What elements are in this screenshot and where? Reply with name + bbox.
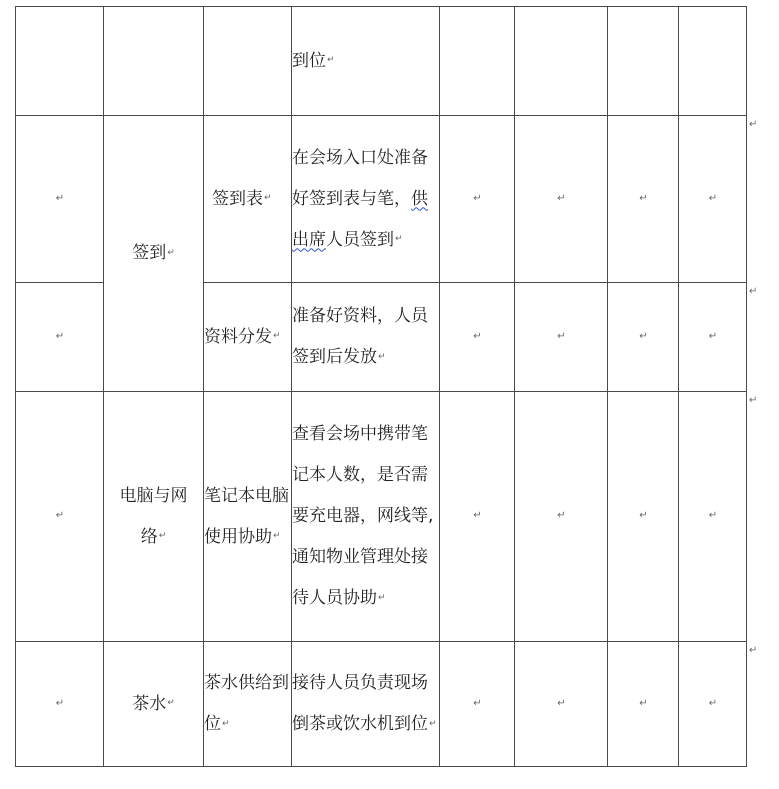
row-end-mark: ↵	[749, 119, 758, 130]
item-cell	[204, 642, 292, 767]
cell	[679, 642, 747, 767]
item-label: 签到表	[212, 188, 263, 209]
cell	[608, 283, 679, 392]
paragraph-mark: ↵	[557, 697, 566, 709]
cell	[608, 7, 679, 116]
cell	[608, 642, 679, 767]
table-row	[16, 116, 747, 283]
paragraph-mark: ↵	[264, 193, 272, 203]
paragraph-mark: ↵	[473, 697, 482, 709]
cell	[16, 283, 104, 392]
description-text: 准备好资料，人员签到后发放	[292, 306, 428, 367]
paragraph-mark: ↵	[557, 330, 566, 342]
paragraph-mark: ↵	[167, 698, 175, 708]
paragraph-mark: ↵	[708, 330, 718, 342]
paragraph-mark: ↵	[639, 697, 648, 709]
paragraph-mark: ↵	[378, 592, 386, 603]
paragraph-mark: ↵	[473, 510, 482, 521]
cell	[515, 392, 608, 642]
description-text-a: 在会场入口处准备好签到表与笔，	[292, 147, 428, 209]
cell	[440, 642, 515, 767]
description-text: 接待人员负责现场倒茶或饮水机到位	[292, 673, 428, 734]
cell	[16, 642, 104, 767]
description-cell	[292, 116, 440, 283]
paragraph-mark: ↵	[429, 718, 437, 729]
description-cell	[292, 283, 440, 392]
paragraph-mark: ↵	[158, 531, 167, 541]
paragraph-mark: ↵	[167, 247, 175, 258]
paragraph-mark: ↵	[327, 55, 335, 65]
row-end-mark: ↵	[749, 286, 758, 297]
item-cell	[204, 392, 292, 642]
paragraph-mark: ↵	[55, 192, 65, 204]
paragraph-mark: ↵	[639, 510, 648, 521]
cell	[608, 116, 679, 283]
cell	[440, 283, 515, 392]
category-label: 签到	[132, 243, 167, 263]
cell	[679, 7, 747, 116]
paragraph-mark: ↵	[55, 330, 65, 342]
item-label: 茶水供给到位	[204, 673, 289, 734]
paragraph-mark: ↵	[222, 718, 230, 729]
cell	[515, 116, 608, 283]
paragraph-mark: ↵	[55, 697, 65, 709]
category-label: 电脑与网络	[119, 485, 188, 547]
cell	[679, 116, 747, 283]
description-cell	[292, 392, 440, 642]
cell	[204, 7, 292, 116]
paragraph-mark: ↵	[395, 234, 403, 244]
cell	[515, 7, 608, 116]
cell	[608, 392, 679, 642]
cell-text: 到位	[292, 50, 326, 71]
cell	[440, 392, 515, 642]
row-end-mark: ↵	[749, 645, 758, 656]
description-text-b: 人员签到	[326, 229, 394, 250]
paragraph-mark: ↵	[273, 531, 281, 541]
cell	[515, 642, 608, 767]
table-row	[16, 642, 747, 767]
cell	[16, 392, 104, 642]
cell	[440, 7, 515, 116]
paragraph-mark: ↵	[55, 510, 65, 521]
item-cell	[204, 283, 292, 392]
cell	[679, 283, 747, 392]
item-cell	[204, 116, 292, 283]
cell	[440, 116, 515, 283]
description-text: 查看会场中携带笔记本人数，是否需要充电器，网线等, 通知物业管理处接待人员协助	[292, 424, 434, 608]
description-cell	[292, 642, 440, 767]
category-cell	[104, 642, 204, 767]
paragraph-mark: ↵	[557, 510, 566, 521]
category-cell	[104, 392, 204, 642]
paragraph-mark: ↵	[557, 192, 566, 204]
item-label: 笔记本电脑使用协助	[204, 485, 289, 547]
paragraph-mark: ↵	[708, 510, 718, 521]
paragraph-mark: ↵	[378, 351, 386, 362]
cell	[679, 392, 747, 642]
category-cell	[104, 116, 204, 392]
table-row	[16, 7, 747, 116]
schedule-table	[15, 6, 747, 767]
cell	[16, 116, 104, 283]
cell-content	[292, 7, 440, 116]
cell	[104, 7, 204, 116]
paragraph-mark: ↵	[273, 331, 281, 341]
table-row	[16, 392, 747, 642]
paragraph-mark: ↵	[708, 192, 718, 204]
cell	[515, 283, 608, 392]
cell	[16, 7, 104, 116]
item-label: 资料分发	[204, 326, 272, 347]
paragraph-mark: ↵	[473, 330, 482, 342]
paragraph-mark: ↵	[639, 330, 648, 342]
row-end-mark: ↵	[749, 395, 758, 406]
paragraph-mark: ↵	[473, 192, 482, 204]
paragraph-mark: ↵	[708, 697, 718, 709]
category-label: 茶水	[132, 693, 167, 714]
description-text-underlined: 供出席	[292, 188, 428, 250]
paragraph-mark: ↵	[639, 192, 648, 204]
